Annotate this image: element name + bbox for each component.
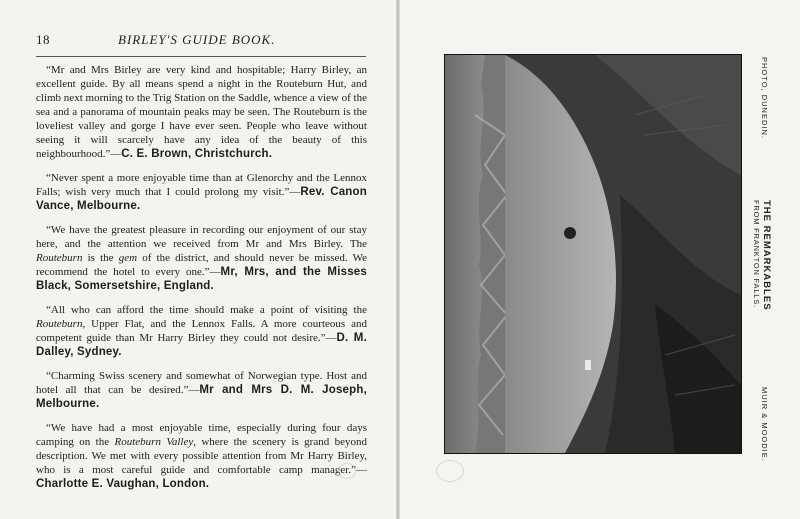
cottage: [585, 360, 591, 370]
page-number: 18: [36, 32, 50, 47]
lake-island: [564, 227, 576, 239]
running-head: BIRLEY'S GUIDE BOOK.: [118, 32, 276, 47]
testimonial-author: D. M. Dalley, Sydney.: [36, 332, 367, 358]
testimonial: “All who can afford the time should make a point of visiting the Routeburn, Upper Flat, and the Lennox Falls. A more courteous and competent guide than Mr Harry Birley they could not desire.”—D. M. Dalley, Sydney.: [36, 304, 367, 358]
page-stain: [338, 463, 356, 479]
testimonial-author: Mr, Mrs, and the Misses Black, Somersetshire, England.: [36, 266, 367, 292]
photo-illustration: [445, 55, 741, 453]
landscape-photo: [444, 54, 742, 454]
testimonial: “Mr and Mrs Birley are very kind and hospitable; Harry Birley, an excellent guide. By all means spend a night in the Routeburn Hut, and climb next morning to the Trig Station on the Saddle, whence a view of the sea and a panorama of mountain peaks may be seen. The Routeburn is the loveliest valley and gorge I have ever seen. People who leave without seeing it will scarcely have any idea of the beauty of this neighbourhood.”—C. E. Brown, Christchurch.: [36, 64, 367, 160]
testimonial-author: Rev. Canon Vance, Melbourne.: [36, 186, 367, 212]
testimonial-author: Mr and Mrs D. M. Joseph, Melbourne.: [36, 384, 367, 410]
caption-title: THE REMARKABLES: [761, 200, 772, 311]
photo-caption: [752, 57, 775, 462]
testimonial: “Charming Swiss scenery and somewhat of Norwegian type. Host and hotel all that can be desired.”—Mr and Mrs D. M. Joseph, Melbourne.: [36, 370, 367, 410]
testimonial-author: Charlotte E. Vaughan, London.: [36, 478, 210, 490]
caption-subtitle: FROM FRANKTON FALLS.: [752, 200, 761, 308]
left-page: [0, 0, 397, 519]
testimonial-author: C. E. Brown, Christchurch.: [121, 148, 273, 160]
page-stain: [436, 460, 464, 482]
testimonials-list: [36, 63, 367, 501]
testimonial: “We have had a most enjoyable time, especially during four days camping on the Routeburn Valley, where the scenery is grand beyond description. We met with every possible attention from Mr Harry Birley, who is a most careful guide and comfortable camp manager.”—Charlotte E. Vaughan, London.: [36, 422, 367, 490]
header-rule: [36, 56, 366, 57]
testimonial: “We have the greatest pleasure in recording our enjoyment of our stay here, and the attention we received from Mr and Mrs Birley. The Routeburn is the gem of the district, and should never be missed. We recommend the hotel to every one.”—Mr, Mrs, and the Misses Black, Somersetshire, England.: [36, 224, 367, 292]
photo-credit-left: MUIR & MOODIE.: [760, 387, 769, 462]
testimonial: “Never spent a more enjoyable time than at Glenorchy and the Lennox Falls; wish very much that I could prolong my visit.”—Rev. Canon Vance, Melbourne.: [36, 172, 367, 212]
photo-credit-right: PHOTO, DUNEDIN.: [760, 57, 769, 139]
